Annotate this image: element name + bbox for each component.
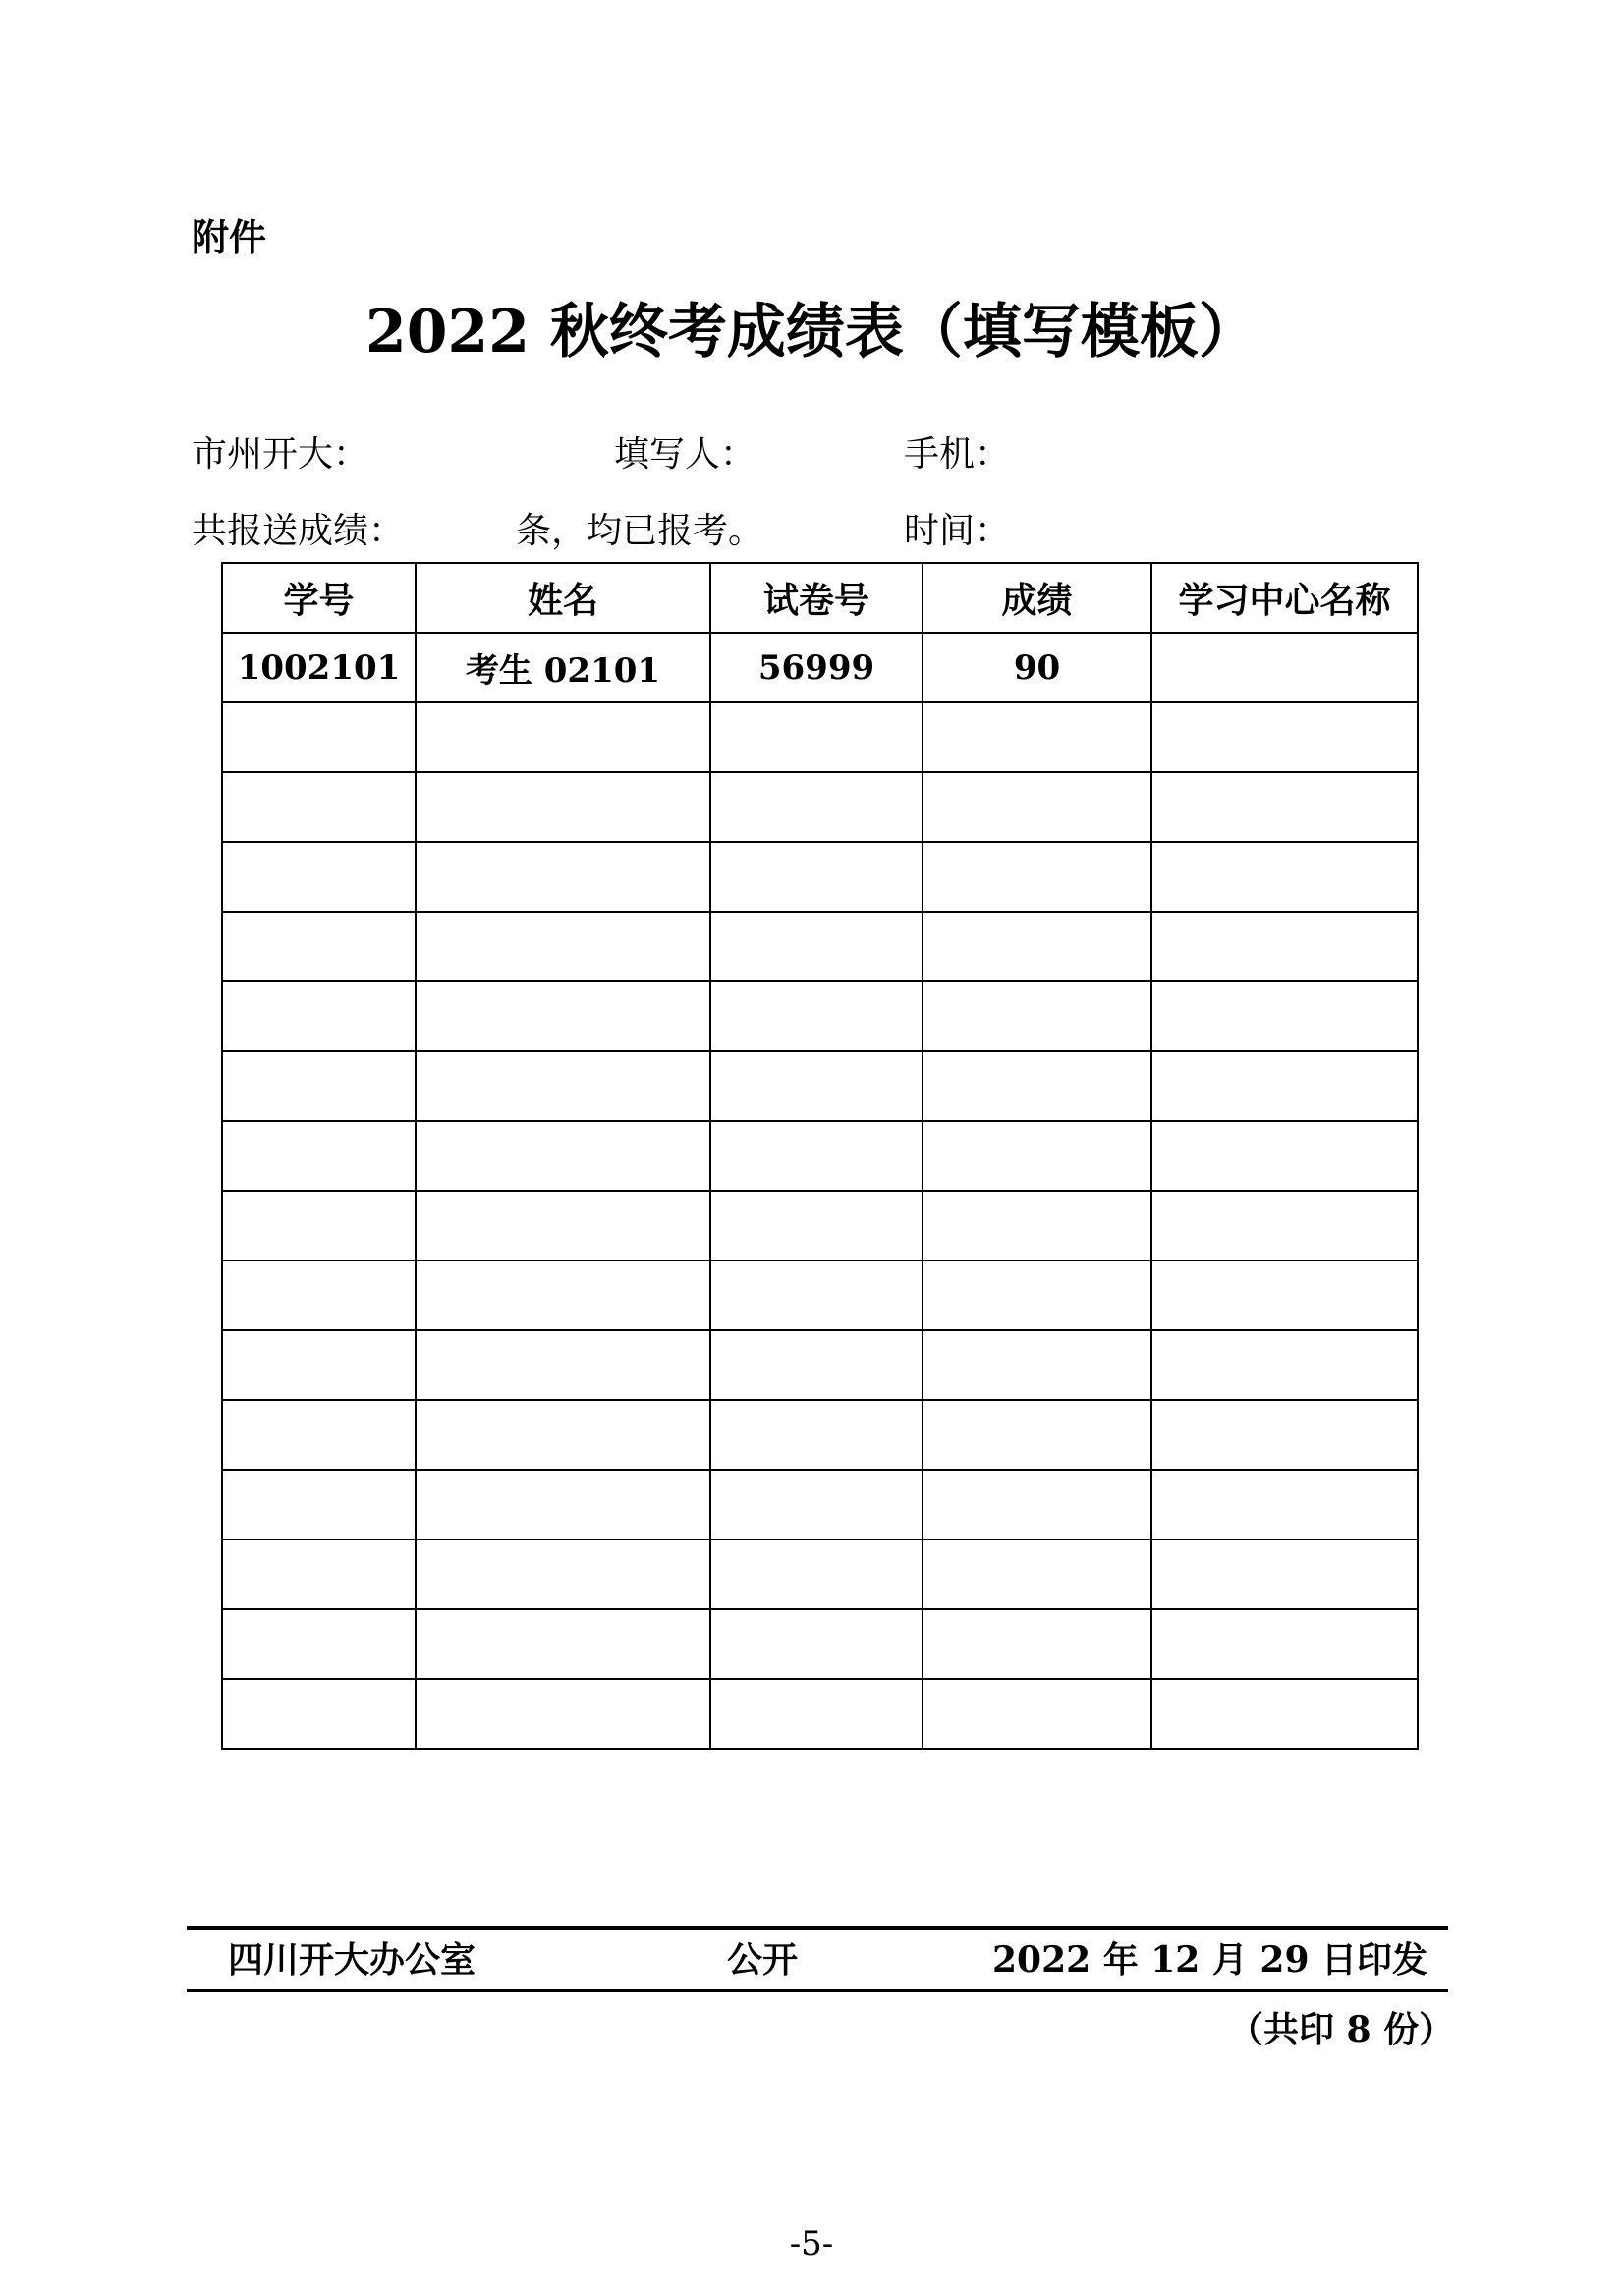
cell-name (416, 1330, 710, 1400)
cell-center-name (1151, 1121, 1418, 1191)
table-row (222, 1260, 1418, 1330)
total-label: 共报送成绩： (192, 511, 405, 551)
table-row (222, 981, 1418, 1051)
table-row (222, 702, 1418, 772)
cell-student-id (222, 1260, 416, 1330)
grades-table (221, 562, 1419, 1750)
table-row (222, 842, 1418, 912)
cell-center-name (1151, 1609, 1418, 1679)
cell-name (416, 1400, 710, 1470)
cell-score (923, 1121, 1151, 1191)
cell-student-id (222, 912, 416, 981)
cell-student-id (222, 1400, 416, 1470)
footer-issue-date: 2022 年 12 月 29 日印发 (992, 1939, 1428, 1981)
cell-center-name (1151, 912, 1418, 981)
cell-paper-no (710, 1609, 923, 1679)
cell-paper-no (710, 1260, 923, 1330)
cell-score (923, 1260, 1151, 1330)
cell-score (923, 1330, 1151, 1400)
header-center-name: 学习中心名称 (1151, 563, 1418, 633)
cell-student-id (222, 1470, 416, 1540)
cell-name (416, 772, 710, 842)
cell-student-id (222, 1191, 416, 1260)
cell-paper-no (710, 1121, 923, 1191)
footer-top-rule (187, 1926, 1448, 1930)
cell-paper-no (710, 772, 923, 842)
cell-paper-no: 56999 (710, 633, 923, 702)
cell-name (416, 1191, 710, 1260)
cell-center-name (1151, 1470, 1418, 1540)
cell-paper-no (710, 702, 923, 772)
table-row (222, 1679, 1418, 1749)
cell-center-name (1151, 1051, 1418, 1121)
cell-student-id (222, 1330, 416, 1400)
header-student-id: 学号 (222, 563, 416, 633)
table-body (222, 633, 1418, 1749)
cell-name (416, 912, 710, 981)
cell-name (416, 1470, 710, 1540)
cell-score (923, 772, 1151, 842)
table-row (222, 1609, 1418, 1679)
footer-issuer: 四川开大办公室 (228, 1939, 476, 1981)
page-number: -5- (789, 2224, 834, 2264)
cell-paper-no (710, 1400, 923, 1470)
cell-center-name (1151, 842, 1418, 912)
table-row (222, 633, 1418, 702)
cell-score (923, 842, 1151, 912)
cell-paper-no (710, 1470, 923, 1540)
footer-bottom-rule (187, 1989, 1448, 1992)
cell-name (416, 702, 710, 772)
cell-score (923, 1609, 1151, 1679)
footer-copies: （共印 8 份） (1228, 2009, 1455, 2050)
table-header (222, 563, 1418, 633)
cell-center-name (1151, 633, 1418, 702)
cell-student-id: 1002101 (222, 633, 416, 702)
cell-student-id (222, 702, 416, 772)
header-paper-no: 试卷号 (710, 563, 923, 633)
filler-label: 填写人： (614, 434, 756, 475)
count-suffix: 条，均已报考。 (516, 511, 764, 551)
cell-student-id (222, 1609, 416, 1679)
cell-center-name (1151, 1679, 1418, 1749)
cell-center-name (1151, 772, 1418, 842)
cell-score (923, 702, 1151, 772)
cell-paper-no (710, 1679, 923, 1749)
cell-student-id (222, 981, 416, 1051)
cell-score (923, 1051, 1151, 1121)
cell-paper-no (710, 842, 923, 912)
cell-score (923, 1540, 1151, 1609)
table-row (222, 1051, 1418, 1121)
cell-score (923, 981, 1151, 1051)
footer-disclosure: 公开 (727, 1939, 799, 1981)
cell-center-name (1151, 1400, 1418, 1470)
header-row (222, 563, 1418, 633)
cell-center-name (1151, 702, 1418, 772)
cell-name: 考生 02101 (416, 633, 710, 702)
cell-name (416, 1679, 710, 1749)
cell-name (416, 1609, 710, 1679)
cell-paper-no (710, 1191, 923, 1260)
page-title: 2022 秋终考成绩表（填写模板） (365, 298, 1258, 366)
cell-paper-no (710, 1540, 923, 1609)
attachment-label: 附件 (192, 216, 267, 259)
cell-score (923, 1400, 1151, 1470)
table-row (222, 1191, 1418, 1260)
cell-name (416, 842, 710, 912)
table-row (222, 1470, 1418, 1540)
cell-student-id (222, 1051, 416, 1121)
cell-score (923, 912, 1151, 981)
table-row (222, 1330, 1418, 1400)
cell-center-name (1151, 1540, 1418, 1609)
cell-paper-no (710, 1330, 923, 1400)
cell-center-name (1151, 1191, 1418, 1260)
cell-name (416, 1540, 710, 1609)
cell-center-name (1151, 1260, 1418, 1330)
cell-student-id (222, 772, 416, 842)
cell-score: 90 (923, 633, 1151, 702)
time-label: 时间： (904, 511, 1011, 551)
cell-score (923, 1470, 1151, 1540)
phone-label: 手机： (904, 434, 1011, 475)
cell-name (416, 981, 710, 1051)
cell-name (416, 1260, 710, 1330)
header-score: 成绩 (923, 563, 1151, 633)
cell-center-name (1151, 1330, 1418, 1400)
cell-paper-no (710, 1051, 923, 1121)
cell-student-id (222, 1121, 416, 1191)
table-row (222, 1540, 1418, 1609)
cell-student-id (222, 1679, 416, 1749)
cell-name (416, 1051, 710, 1121)
table-row (222, 772, 1418, 842)
header-name: 姓名 (416, 563, 710, 633)
table-row (222, 1121, 1418, 1191)
cell-name (416, 1121, 710, 1191)
cell-student-id (222, 842, 416, 912)
cell-score (923, 1679, 1151, 1749)
cell-paper-no (710, 981, 923, 1051)
table-row (222, 1400, 1418, 1470)
table-row (222, 912, 1418, 981)
cell-score (923, 1191, 1151, 1260)
city-label: 市州开大： (192, 434, 369, 475)
cell-paper-no (710, 912, 923, 981)
cell-center-name (1151, 981, 1418, 1051)
cell-student-id (222, 1540, 416, 1609)
